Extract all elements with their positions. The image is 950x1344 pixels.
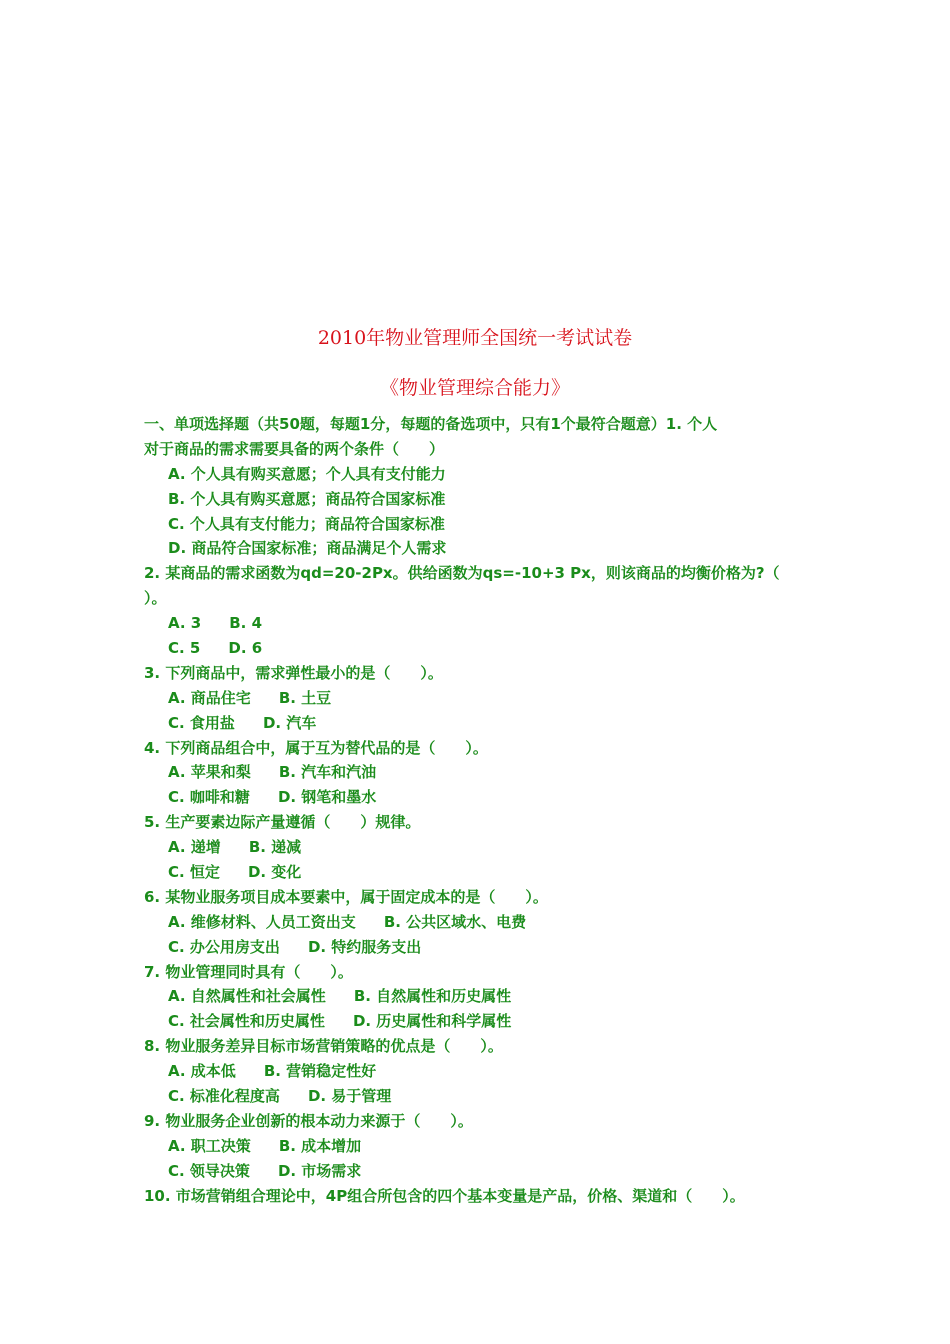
line-text: A. 职工决策 bbox=[168, 1136, 251, 1155]
line-text-second-option: D. 汽车 bbox=[262, 713, 317, 732]
answer-option-line bbox=[144, 1084, 812, 1109]
answer-option-line bbox=[144, 711, 812, 736]
answer-option-line bbox=[144, 1159, 812, 1184]
line-text-second-option: B. 土豆 bbox=[278, 688, 332, 707]
question-line bbox=[144, 810, 812, 835]
answer-option-line bbox=[144, 835, 812, 860]
answer-option-line bbox=[144, 760, 812, 785]
answer-option-line bbox=[144, 1134, 812, 1159]
line-text: ）。 bbox=[144, 589, 167, 608]
line-text-second-option: D. 变化 bbox=[247, 863, 302, 882]
line-text: 对于商品的需求需要具备的两个条件（ ） bbox=[144, 439, 445, 458]
line-text: C. 咖啡和糖 bbox=[168, 788, 250, 807]
line-text: A. 自然属性和社会属性 bbox=[168, 987, 326, 1006]
answer-option-line bbox=[144, 536, 812, 561]
line-text-second-option: B. 递减 bbox=[248, 838, 302, 857]
answer-option-line bbox=[144, 785, 812, 810]
line-text: 一、单项选择题（共50题，每题1分，每题的备选项中，只有1个最符合题意）1. 个人 bbox=[144, 415, 718, 433]
line-text: 3. 下列商品中，需求弹性最小的是（ ）。 bbox=[144, 663, 443, 682]
answer-option-line bbox=[144, 512, 812, 537]
answer-option-line bbox=[144, 1059, 812, 1084]
line-text: 4. 下列商品组合中，属于互为替代品的是（ ）。 bbox=[144, 738, 488, 757]
page-title: 2010年物业管理师全国统一考试试卷 bbox=[317, 327, 633, 349]
question-line bbox=[144, 586, 812, 611]
answer-option-line bbox=[144, 910, 812, 935]
line-text: A. 递增 bbox=[168, 838, 221, 857]
answer-option-line bbox=[144, 935, 812, 960]
line-text: C. 办公用房支出 bbox=[168, 937, 280, 956]
line-text: A. 3 bbox=[168, 614, 202, 633]
question-line bbox=[144, 1184, 812, 1209]
page-subtitle: 《物业管理综合能力》 bbox=[379, 377, 570, 399]
line-text: C. 个人具有支付能力；商品符合国家标准 bbox=[168, 514, 445, 533]
answer-option-line bbox=[144, 1009, 812, 1034]
line-text: C. 恒定 bbox=[168, 863, 220, 882]
line-text: C. 标准化程度高 bbox=[168, 1087, 280, 1106]
answer-option-line bbox=[144, 611, 812, 636]
line-text-second-option: B. 营销稳定性好 bbox=[263, 1062, 377, 1081]
question-line bbox=[144, 736, 812, 761]
line-text-second-option: B. 公共区域水、电费 bbox=[383, 912, 527, 931]
answer-option-line bbox=[144, 686, 812, 711]
line-text: A. 成本低 bbox=[168, 1062, 236, 1081]
line-text-second-option: B. 4 bbox=[229, 614, 263, 633]
line-text-second-option: D. 市场需求 bbox=[277, 1161, 362, 1180]
line-text-second-option: D. 历史属性和科学属性 bbox=[352, 1012, 512, 1031]
question-line bbox=[144, 561, 812, 586]
line-text: 9. 物业服务企业创新的根本动力来源于（ ）。 bbox=[144, 1111, 473, 1130]
line-text: 7. 物业管理同时具有（ ）。 bbox=[144, 962, 353, 981]
question-line bbox=[144, 960, 812, 985]
line-text: 6. 某物业服务项目成本要素中，属于固定成本的是（ ）。 bbox=[144, 887, 548, 906]
line-text: A. 维修材料、人员工资出支 bbox=[168, 912, 356, 931]
line-text: C. 社会属性和历史属性 bbox=[168, 1012, 325, 1031]
line-text: A. 个人具有购买意愿；个人具有支付能力 bbox=[168, 464, 446, 483]
line-text: C. 食用盐 bbox=[168, 713, 235, 732]
line-text: 5. 生产要素边际产量遵循（ ）规律。 bbox=[144, 813, 421, 832]
line-text-second-option: D. 易于管理 bbox=[307, 1087, 392, 1106]
line-text: A. 苹果和梨 bbox=[168, 763, 251, 782]
line-text: D. 商品符合国家标准；商品满足个人需求 bbox=[168, 539, 447, 558]
line-text-second-option: D. 钢笔和墨水 bbox=[277, 788, 377, 807]
answer-option-line bbox=[144, 462, 812, 487]
line-text: 8. 物业服务差异目标市场营销策略的优点是（ ）。 bbox=[144, 1037, 503, 1056]
line-text: A. 商品住宅 bbox=[168, 688, 251, 707]
answer-option-line bbox=[144, 860, 812, 885]
line-text: C. 领导决策 bbox=[168, 1161, 250, 1180]
question-line bbox=[144, 1109, 812, 1134]
line-text-second-option: D. 6 bbox=[228, 639, 263, 658]
line-text: 2. 某商品的需求函数为qd=20-2Px。供给函数为qs=-10+3 Px，则该商品的均衡价格为?（ bbox=[144, 564, 780, 583]
question-line bbox=[144, 661, 812, 686]
line-text: 10. 市场营销组合理论中，4P组合所包含的四个基本变量是产品，价格、渠道和（ ）。 bbox=[144, 1186, 745, 1205]
answer-option-line bbox=[144, 984, 812, 1009]
question-line bbox=[144, 437, 812, 462]
line-text-second-option: B. 自然属性和历史属性 bbox=[353, 987, 512, 1006]
question-list bbox=[144, 412, 812, 1209]
line-text-second-option: D. 特约服务支出 bbox=[307, 937, 422, 956]
question-line bbox=[144, 1034, 812, 1059]
answer-option-line bbox=[144, 636, 812, 661]
answer-option-line bbox=[144, 487, 812, 512]
question-line bbox=[144, 885, 812, 910]
line-text-second-option: B. 汽车和汽油 bbox=[278, 763, 377, 782]
line-text-second-option: B. 成本增加 bbox=[278, 1136, 362, 1155]
line-text: B. 个人具有购买意愿；商品符合国家标准 bbox=[168, 489, 446, 508]
question-line bbox=[144, 412, 812, 437]
line-text: C. 5 bbox=[168, 639, 201, 658]
